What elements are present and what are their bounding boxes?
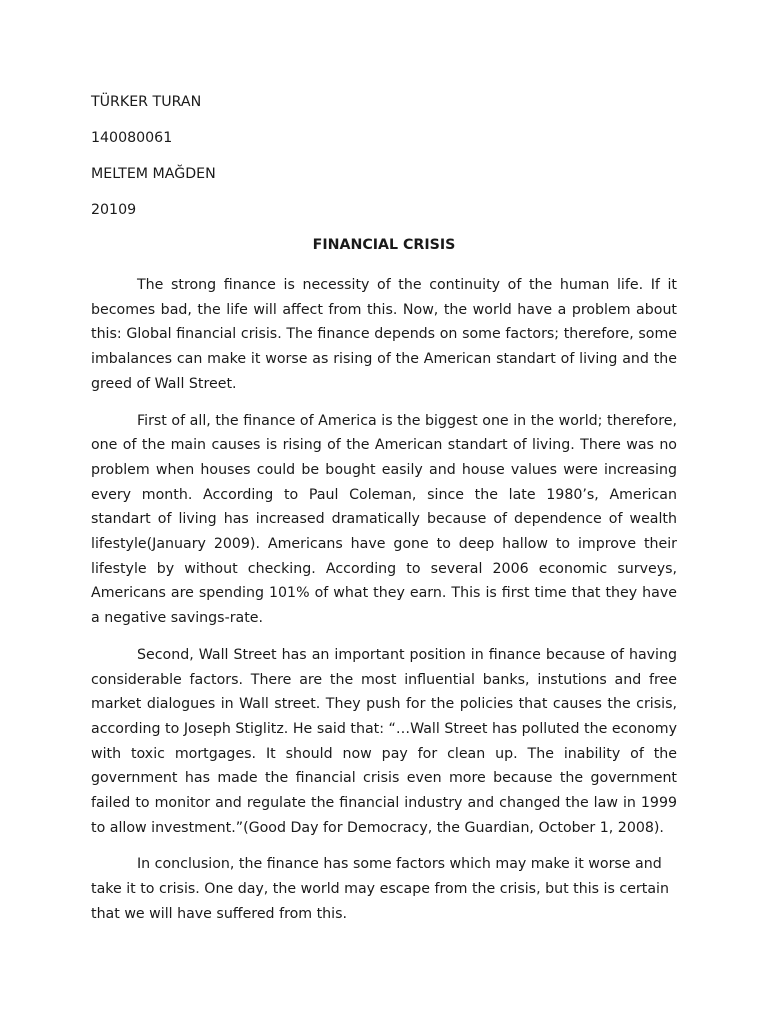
student-id-1: 140080061 xyxy=(91,130,173,146)
author-name-2: MELTEM MAĞDEN xyxy=(91,166,216,182)
paragraph-introduction: The strong finance is necessity of the continuity of the human life. If it becomes bad, the life will affect from this. Now, the world have a problem about this: Global financial crisis. The finance depends on some factors; therefore, some imbalances can make it worse as rising of the American standart of living and the greed of Wall Street. xyxy=(91,277,677,392)
paragraph-second-cause: Second, Wall Street has an important position in finance because of having considerable factors. There are the most influential banks, instutions and free market dialogues in Wall street. They push for the policies that causes the crisis, according to Joseph Stiglitz. He said that: “…Wall Street has polluted the economy with toxic mortgages. It should now pay for clean up. The inability of the government has made the financial crisis even more because the government failed to monitor and regulate the financial industry and changed the law in 1999 to allow investment.”(Good Day for Democracy, the Guardian, October 1, 2008). xyxy=(91,646,677,836)
essay-body xyxy=(91,273,677,939)
author-name-1: TÜRKER TURAN xyxy=(91,94,202,110)
student-id-2: 20109 xyxy=(91,202,137,218)
document-title: FINANCIAL CRISIS xyxy=(312,237,456,253)
paragraph-conclusion: In conclusion, the finance has some factors which may make it worse and take it to crisis. One day, the world may escape from the crisis, but this is certain that we will have suffered from this. xyxy=(91,856,669,922)
paragraph-first-cause: First of all, the finance of America is the biggest one in the world; therefore, one of the main causes is rising of the American standart of living. There was no problem when houses could be bought easily and house values were increasing every month. According to Paul Coleman, since the late 1980’s, American standart of living has increased dramatically because of dependence of wealth lifestyle(January 2009). Americans have gone to deep hallow to improve their lifestyle by without checking. According to several 2006 economic surveys, Americans are spending 101% of what they earn. This is first time that they have a negative savings-rate. xyxy=(91,412,677,627)
